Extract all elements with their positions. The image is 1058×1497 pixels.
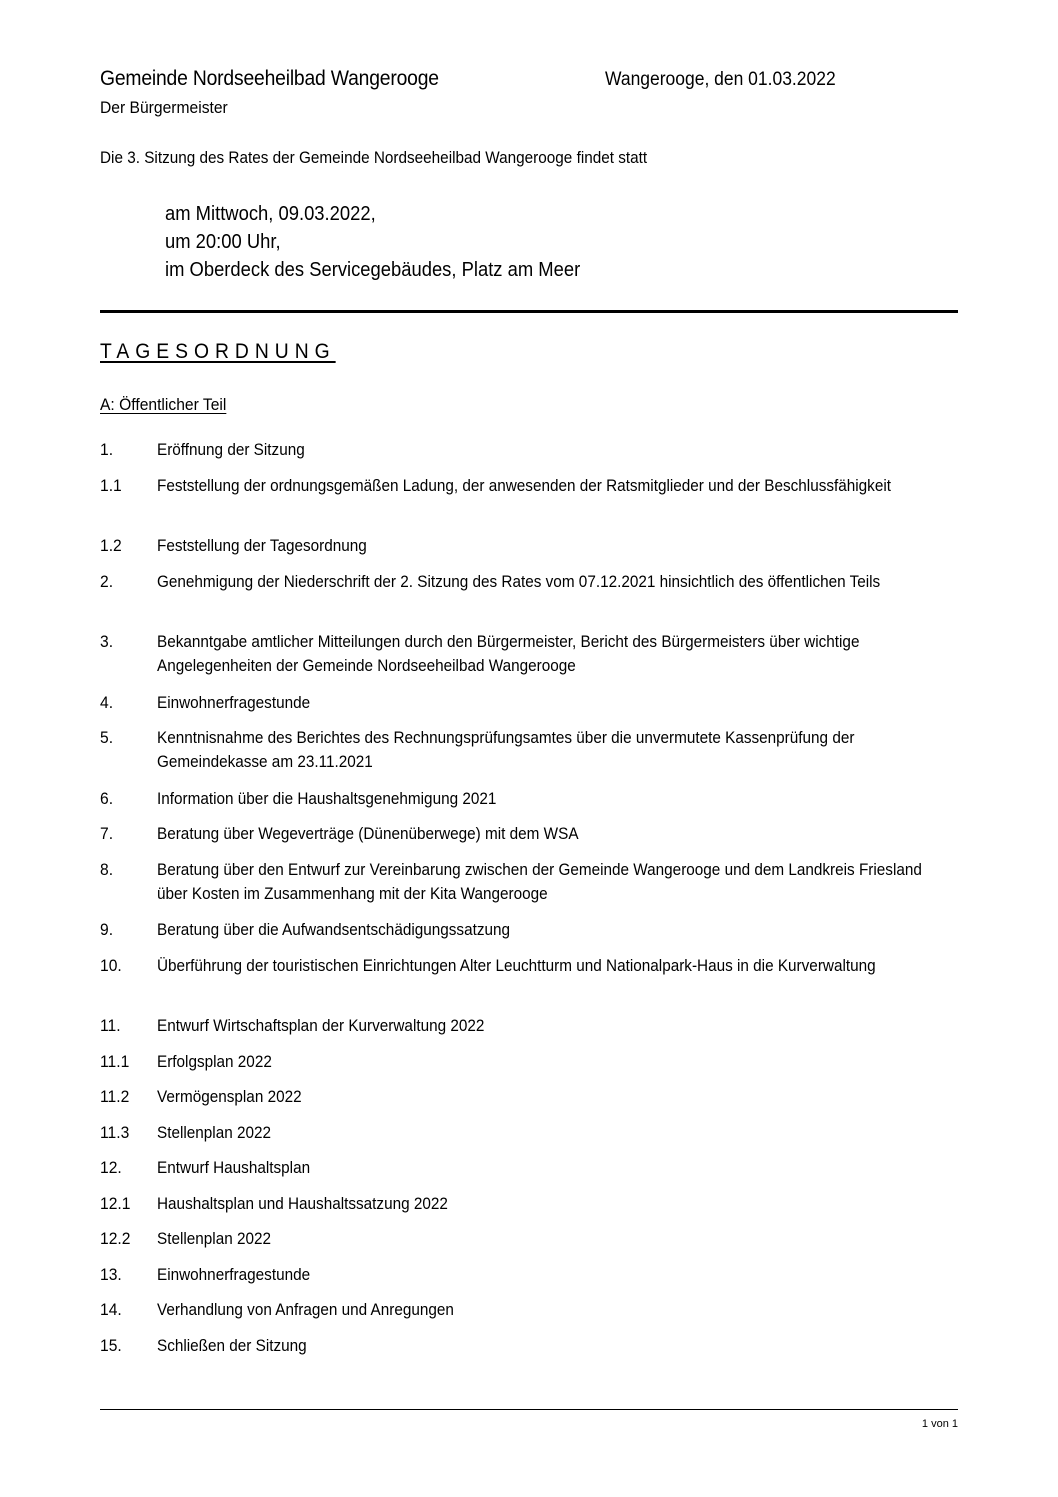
- divider: [100, 310, 958, 313]
- agenda-item-text: Information über die Haushaltsgenehmigung 2021: [157, 789, 497, 808]
- agenda-item-number: 11.: [100, 1016, 121, 1035]
- meeting-details: [165, 200, 580, 284]
- agenda-item-text: Entwurf Wirtschaftsplan der Kurverwaltung 2022: [157, 1016, 485, 1035]
- agenda-item-number: 2.: [100, 572, 114, 591]
- agenda-item-number: 11.1: [100, 1052, 130, 1071]
- organization-name: Gemeinde Nordseeheilbad Wangerooge: [100, 67, 439, 90]
- agenda-item-text: Bekanntgabe amtlicher Mitteilungen durch den Bürgermeister, Bericht des Bürgermeisters über wichtige Angelegenheiten der Gemeinde Nordseeheilbad Wangerooge: [157, 632, 860, 675]
- agenda-item-text: Feststellung der ordnungsgemäßen Ladung, der anwesenden der Ratsmitglieder und der Beschlussfähigkeit: [157, 476, 892, 495]
- agenda-item-text: Einwohnerfragestunde: [157, 693, 311, 712]
- meeting-date: am Mittwoch, 09.03.2022,: [165, 203, 376, 225]
- agenda-item-text: Verhandlung von Anfragen und Anregungen: [157, 1300, 454, 1319]
- page-indicator: 1 von 1: [921, 1418, 958, 1430]
- meeting-intro: Die 3. Sitzung des Rates der Gemeinde Nordseeheilbad Wangerooge findet statt: [100, 148, 648, 167]
- agenda-item-number: 9.: [100, 920, 114, 939]
- agenda-item-text: Stellenplan 2022: [157, 1229, 272, 1248]
- agenda-item-number: 12.: [100, 1158, 122, 1177]
- meeting-location: im Oberdeck des Servicegebäudes, Platz am Meer: [165, 259, 581, 281]
- agenda-item-number: 4.: [100, 693, 114, 712]
- agenda-item-text: Schließen der Sitzung: [157, 1336, 307, 1355]
- agenda-item-text: Eröffnung der Sitzung: [157, 440, 305, 459]
- agenda-item-text: Entwurf Haushaltsplan: [157, 1158, 311, 1177]
- agenda-item-number: 1.: [100, 440, 114, 459]
- agenda-item-number: 12.1: [100, 1194, 131, 1213]
- agenda-item-number: 5.: [100, 728, 114, 747]
- agenda-title: TAGESORDNUNG: [100, 340, 336, 363]
- agenda-item-text: Haushaltsplan und Haushaltssatzung 2022: [157, 1194, 448, 1213]
- agenda-item-number: 1.1: [100, 476, 122, 495]
- agenda-item-number: 6.: [100, 789, 114, 808]
- agenda-item-text: Erfolgsplan 2022: [157, 1052, 272, 1071]
- agenda-item-text: Kenntnisnahme des Berichtes des Rechnungsprüfungsamtes über die unvermutete Kassenprüfung der Gemeindekasse am 23.11.2021: [157, 728, 855, 771]
- agenda-item-number: 8.: [100, 860, 114, 879]
- agenda-item-number: 11.2: [100, 1087, 130, 1106]
- agenda-item-text: Beratung über die Aufwandsentschädigungssatzung: [157, 920, 511, 939]
- agenda-item-number: 15.: [100, 1336, 122, 1355]
- agenda-item-text: Feststellung der Tagesordnung: [157, 536, 367, 555]
- agenda-item-text: Beratung über den Entwurf zur Vereinbarung zwischen der Gemeinde Wangerooge und dem Landkreis Friesland über Kosten im Zusammenhang mit der Kita Wangerooge: [157, 860, 922, 903]
- meeting-time: um 20:00 Uhr,: [165, 231, 281, 253]
- agenda-item-text: Beratung über Wegeverträge (Dünenüberwege) mit dem WSA: [157, 824, 579, 843]
- agenda-item-number: 1.2: [100, 536, 122, 555]
- agenda-item-text: Überführung der touristischen Einrichtungen Alter Leuchtturm und Nationalpark-Haus in die Kurverwaltung: [157, 956, 876, 975]
- agenda-item-number: 7.: [100, 824, 114, 843]
- agenda-item-text: Genehmigung der Niederschrift der 2. Sitzung des Rates vom 07.12.2021 hinsichtlich des öffentlichen Teils: [157, 572, 881, 591]
- agenda-item-number: 11.3: [100, 1123, 130, 1142]
- department-name: Der Bürgermeister: [100, 98, 228, 117]
- footer-divider: [100, 1409, 958, 1410]
- agenda-item-text: Stellenplan 2022: [157, 1123, 272, 1142]
- agenda-item-number: 14.: [100, 1300, 122, 1319]
- agenda-item-number: 10.: [100, 956, 122, 975]
- agenda-item-text: Einwohnerfragestunde: [157, 1265, 311, 1284]
- agenda-item-number: 13.: [100, 1265, 122, 1284]
- agenda-item-text: Vermögensplan 2022: [157, 1087, 302, 1106]
- agenda-item-number: 12.2: [100, 1229, 131, 1248]
- agenda-item-number: 3.: [100, 632, 114, 651]
- section-title-public: A: Öffentlicher Teil: [100, 395, 227, 414]
- place-date: Wangerooge, den 01.03.2022: [605, 69, 836, 90]
